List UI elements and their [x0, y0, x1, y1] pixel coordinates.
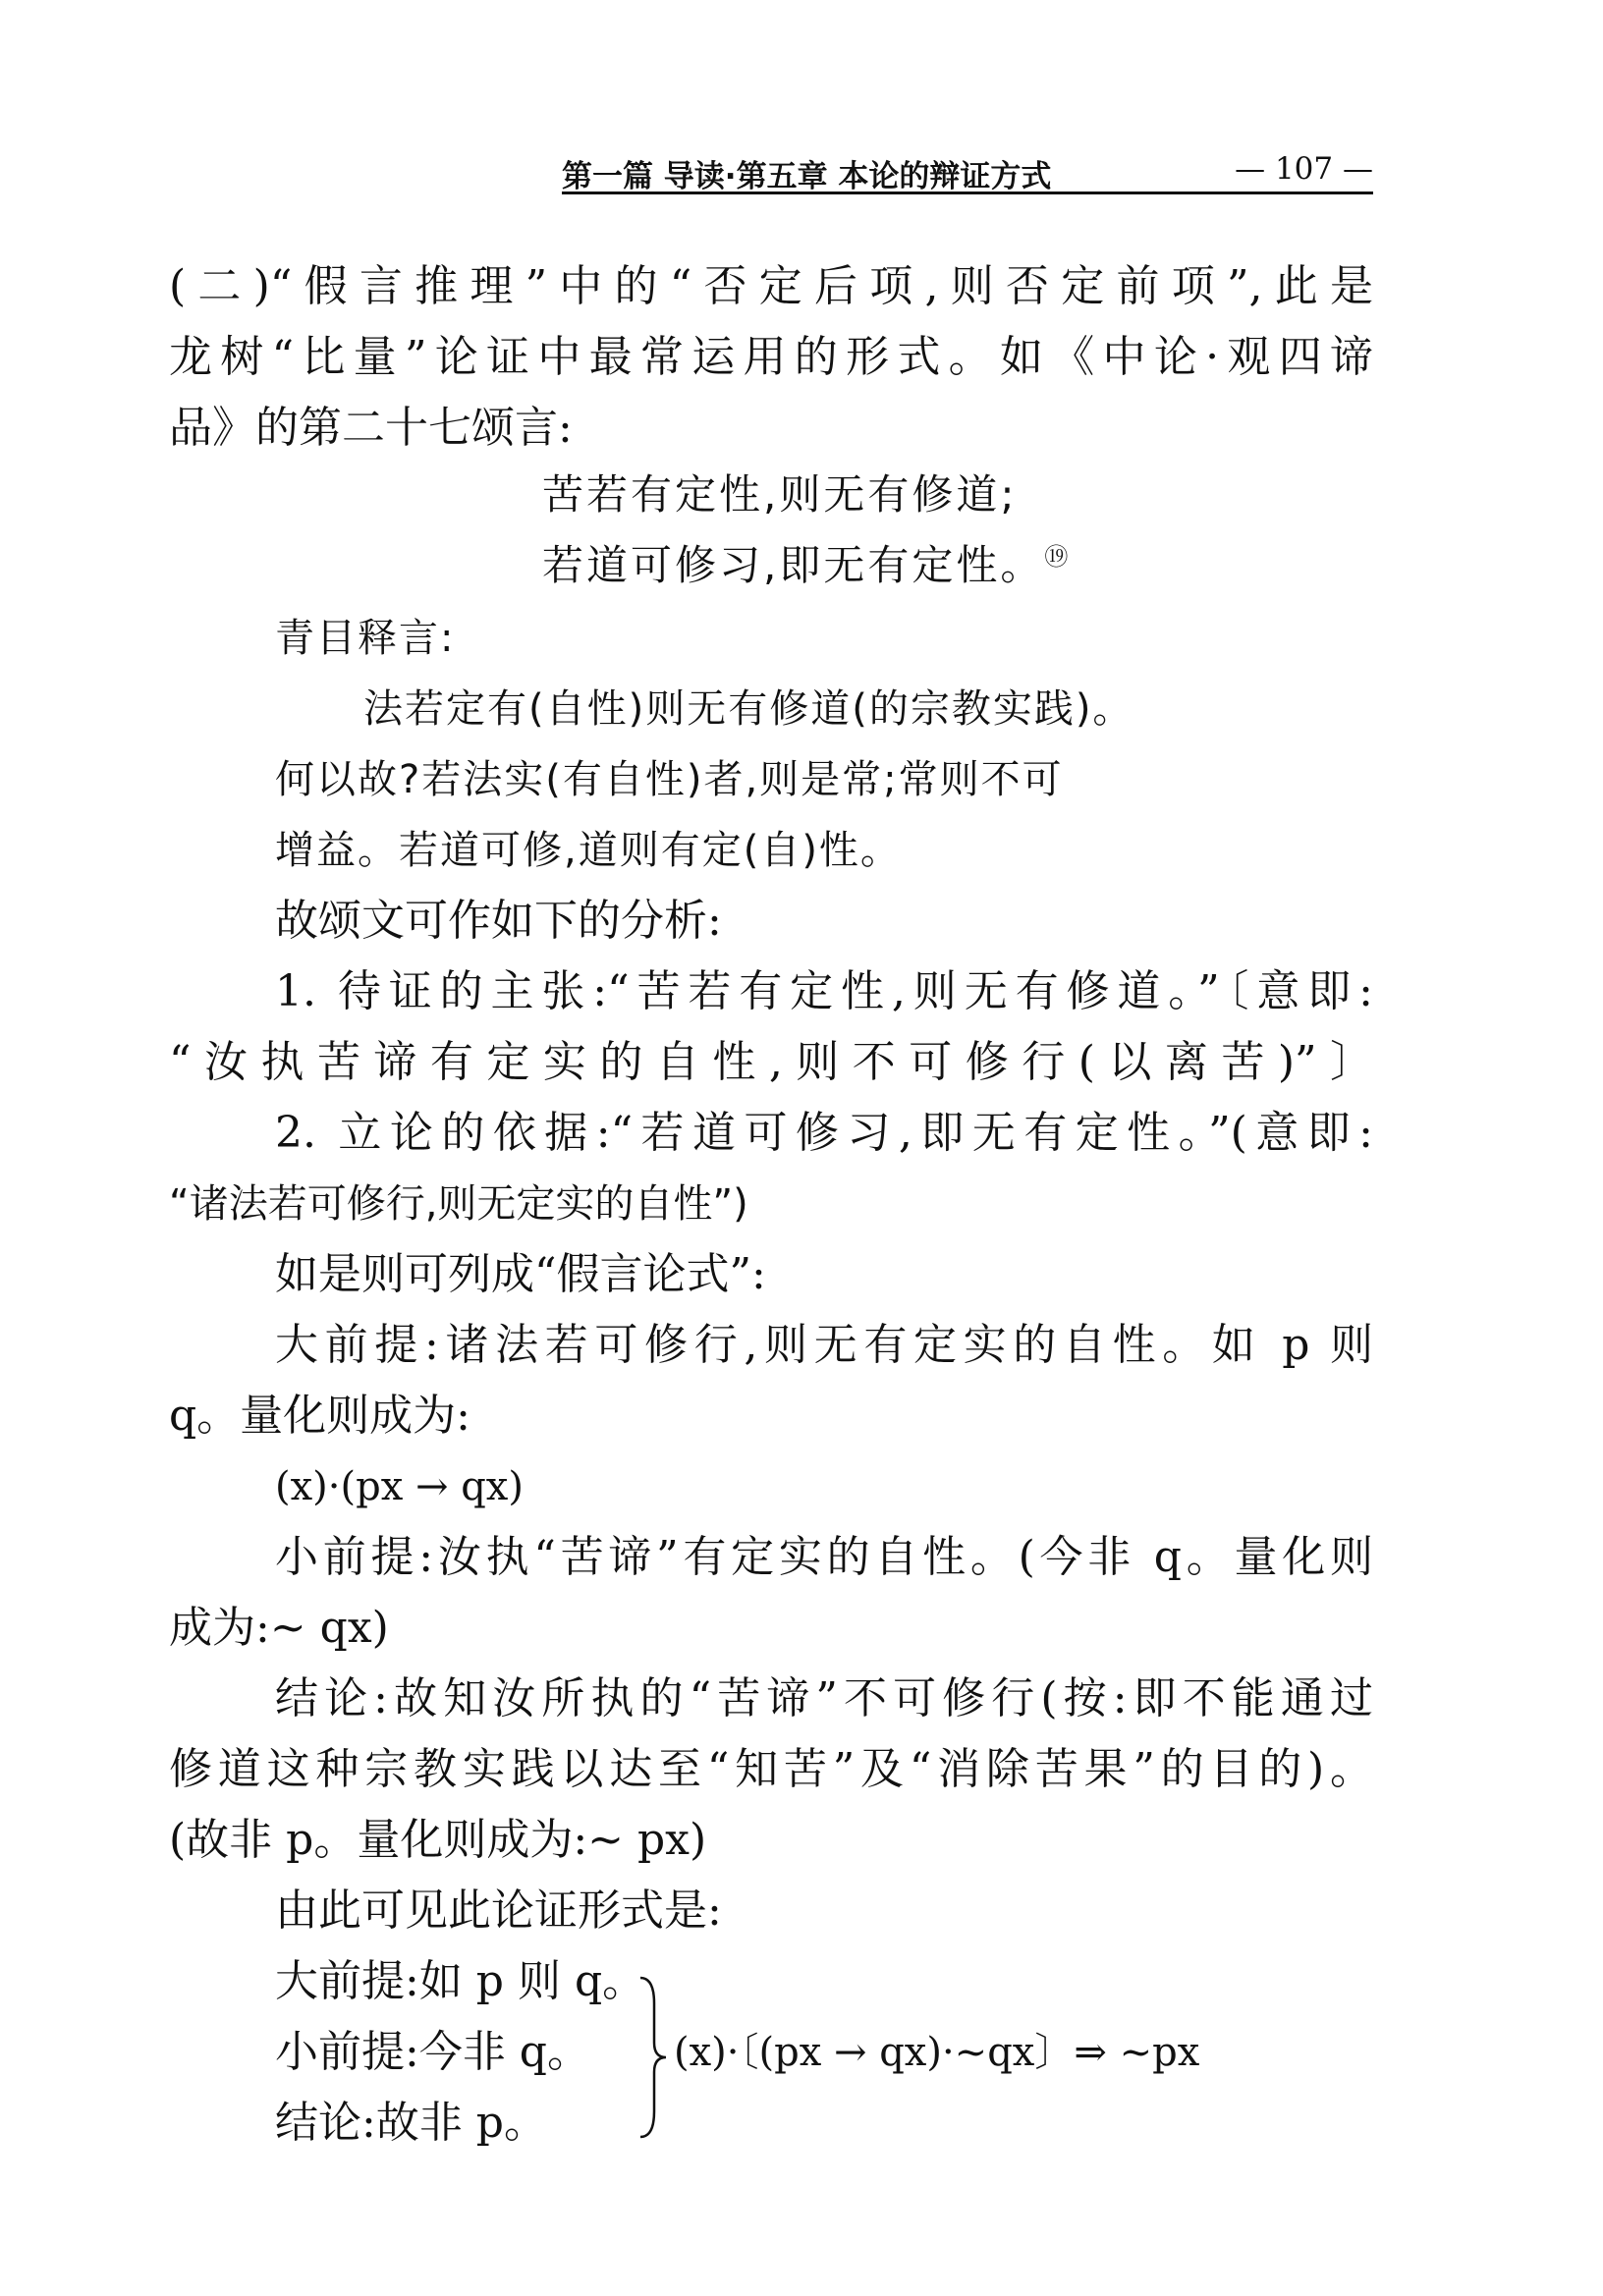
verse-line-2: 若道可修习,即无有定性。⑲: [542, 541, 1072, 589]
formula-major: (x)·(px → qx): [275, 1464, 524, 1509]
summary-minor-premise: 小前提:今非 q。: [275, 2027, 590, 2077]
text-line-item-1-cont: “汝执苦谛有定实的自性,则不可修行(以离苦)”〕: [169, 1037, 1373, 1087]
text-line-2: 龙树“比量”论证中最常运用的形式。如《中论·观四谛: [169, 332, 1373, 382]
conclusion-line: 结论:故知汝所执的“苦谛”不可修行(按:即不能通过: [275, 1673, 1373, 1723]
major-premise-cont: q。量化则成为:: [169, 1391, 470, 1441]
summary-major-premise: 大前提:如 p 则 q。: [275, 1956, 646, 2006]
minor-premise-cont: 成为:~ qx): [169, 1603, 389, 1653]
running-header: [562, 147, 1373, 194]
major-premise-line: 大前提:诸法若可修行,则无有定实的自性。如 p 则: [275, 1320, 1373, 1370]
text-line-3: 品》的第二十七颂言:: [169, 403, 573, 453]
footnote-marker: ⑲: [1044, 543, 1072, 571]
commentary-line-2: 何以故?若法实(有自性)者,则是常;常则不可: [275, 757, 1064, 802]
page-number: — 107 —: [1235, 151, 1373, 187]
argument-form-formula: (x)·〔(px → qx)·~qx〕⇒ ~px: [674, 2030, 1200, 2075]
commentary-line-3: 增益。若道可修,道则有定(自)性。: [275, 828, 902, 873]
text-line-1: (二)“假言推理”中的“否定后项,则否定前项”,此是: [169, 261, 1373, 311]
text-line-summary: 由此可见此论证形式是:: [275, 1886, 722, 1936]
text-line-item-2: 2. 立论的依据:“若道可修习,即无有定性。”(意即:: [275, 1108, 1373, 1158]
text-line-analysis-intro: 故颂文可作如下的分析:: [275, 896, 722, 946]
text-line-item-1: 1. 待证的主张:“苦若有定性,则无有修道。”〔意即:: [275, 966, 1373, 1016]
running-title: 第一篇 导读·第五章 本论的辩证方式: [562, 159, 1052, 194]
conclusion-cont-1: 修道这种宗教实践以达至“知苦”及“消除苦果”的目的)。: [169, 1744, 1373, 1794]
conclusion-cont-2: (故非 p。量化则成为:~ px): [169, 1815, 707, 1865]
summary-conclusion: 结论:故非 p。: [275, 2098, 547, 2148]
text-line-form-intro: 如是则可列成“假言论式”:: [275, 1249, 766, 1299]
minor-premise-line: 小前提:汝执“苦谛”有定实的自性。(今非 q。量化则: [275, 1532, 1373, 1582]
commentary-intro: 青目释言:: [275, 616, 456, 661]
curly-brace: [636, 1974, 670, 2141]
commentary-line-1: 法若定有(自性)则无有修道(的宗教实践)。: [363, 686, 1134, 732]
text-line-item-2-cont: “诸法若可修行,则无定实的自性”): [169, 1181, 748, 1227]
verse-line-1: 苦若有定性,则无有修道;: [542, 470, 1018, 519]
